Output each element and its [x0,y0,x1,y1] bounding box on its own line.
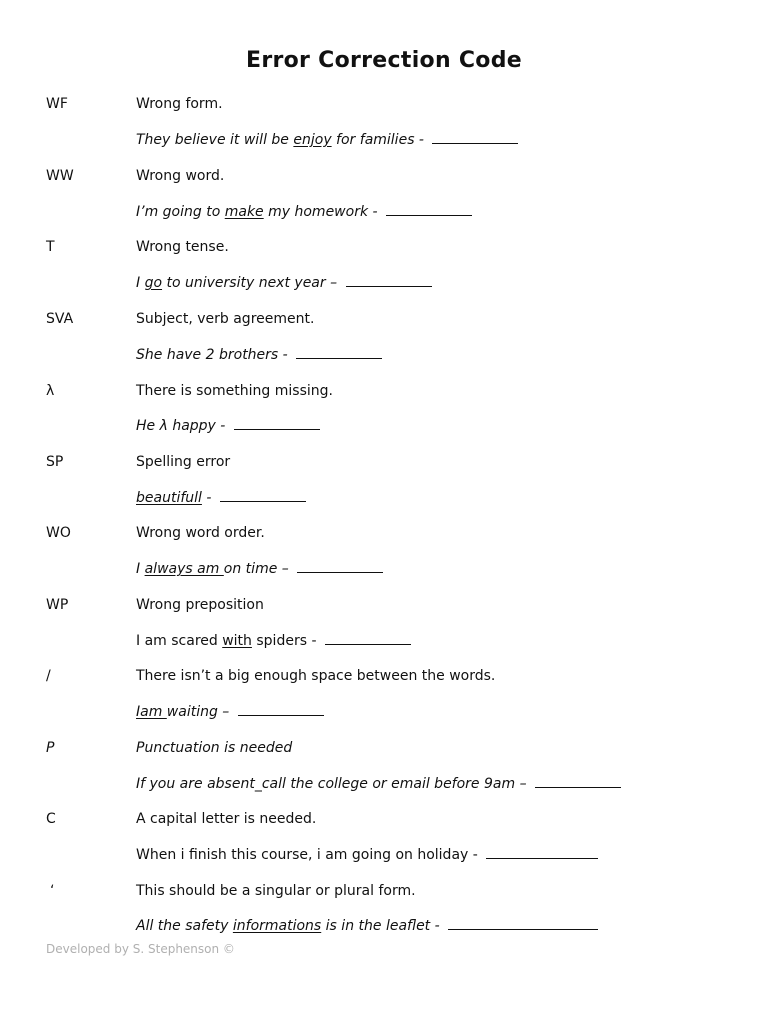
error-code: WW [46,168,74,184]
example-row [0,701,768,727]
example-sentence: I am scared with spiders - [136,630,411,652]
example-sentence: All the safety informations is in the leaflet - [136,915,598,937]
error-word: Iam [136,704,167,720]
error-code: WF [46,96,68,112]
code-row [0,165,768,191]
example-sentence: Iam waiting – [136,701,324,723]
example-sentence: I always am on time – [136,558,383,580]
answer-blank [234,415,320,430]
example-sentence: If you are absent_call the college or email before 9am – [136,773,621,795]
code-row [0,93,768,119]
code-description: This should be a singular or plural form. [136,883,416,899]
error-code: WP [46,597,69,613]
answer-blank [448,915,598,930]
code-description: There isn’t a big enough space between the words. [136,668,496,684]
code-row [0,451,768,477]
code-description: There is something missing. [136,383,333,399]
error-code: P [46,740,55,756]
code-description: Spelling error [136,454,231,470]
example-row [0,415,768,441]
error-code: λ [46,383,55,399]
error-word: make [224,204,264,220]
code-row [0,665,768,691]
example-row [0,630,768,656]
answer-blank [535,773,621,788]
example-row [0,201,768,227]
code-row [0,236,768,262]
example-sentence: beautifull - [136,487,306,509]
example-row [0,773,768,799]
example-row [0,915,768,941]
answer-blank [325,630,411,645]
code-row [0,522,768,548]
example-sentence: I’m going to make my homework - [136,201,472,223]
answer-blank [238,701,324,716]
example-sentence: He λ happy - [136,415,320,437]
error-code: / [46,668,51,684]
footer-credit: Developed by S. Stephenson © [46,942,235,956]
example-row [0,844,768,870]
code-description: Wrong preposition [136,597,264,613]
page-title: Error Correction Code [246,48,522,73]
error-code: T [46,239,55,255]
error-code: C [46,811,56,827]
answer-blank [486,844,598,859]
answer-blank [346,272,432,287]
answer-blank [432,129,518,144]
example-row [0,344,768,370]
code-description: Wrong word. [136,168,225,184]
example-sentence: I go to university next year – [136,272,432,294]
error-word: always am [144,561,224,577]
error-code: SVA [46,311,74,327]
error-word: informations [232,918,322,934]
code-row [0,880,768,906]
answer-blank [386,201,472,216]
error-word: with [222,633,252,649]
example-sentence: They believe it will be enjoy for families - [136,129,518,151]
code-description: Punctuation is needed [136,740,293,756]
example-row [0,272,768,298]
code-description: Wrong word order. [136,525,265,541]
error-word: enjoy [293,132,332,148]
answer-blank [220,487,306,502]
example-sentence: When i finish this course, i am going on holiday - [136,844,598,866]
code-row [0,808,768,834]
example-sentence: She have 2 brothers - [136,344,382,366]
error-code: WO [46,525,71,541]
example-row [0,129,768,155]
example-row [0,558,768,584]
code-row [0,380,768,406]
answer-blank [297,558,383,573]
code-description: Wrong tense. [136,239,229,255]
answer-blank [296,344,382,359]
code-row [0,308,768,334]
code-description: A capital letter is needed. [136,811,317,827]
error-word: beautifull [136,490,202,506]
code-description: Subject, verb agreement. [136,311,315,327]
example-row [0,487,768,513]
error-word: go [144,275,163,291]
code-row [0,594,768,620]
error-code: SP [46,454,64,470]
code-row [0,737,768,763]
code-description: Wrong form. [136,96,223,112]
error-code: ‘ [50,883,55,899]
